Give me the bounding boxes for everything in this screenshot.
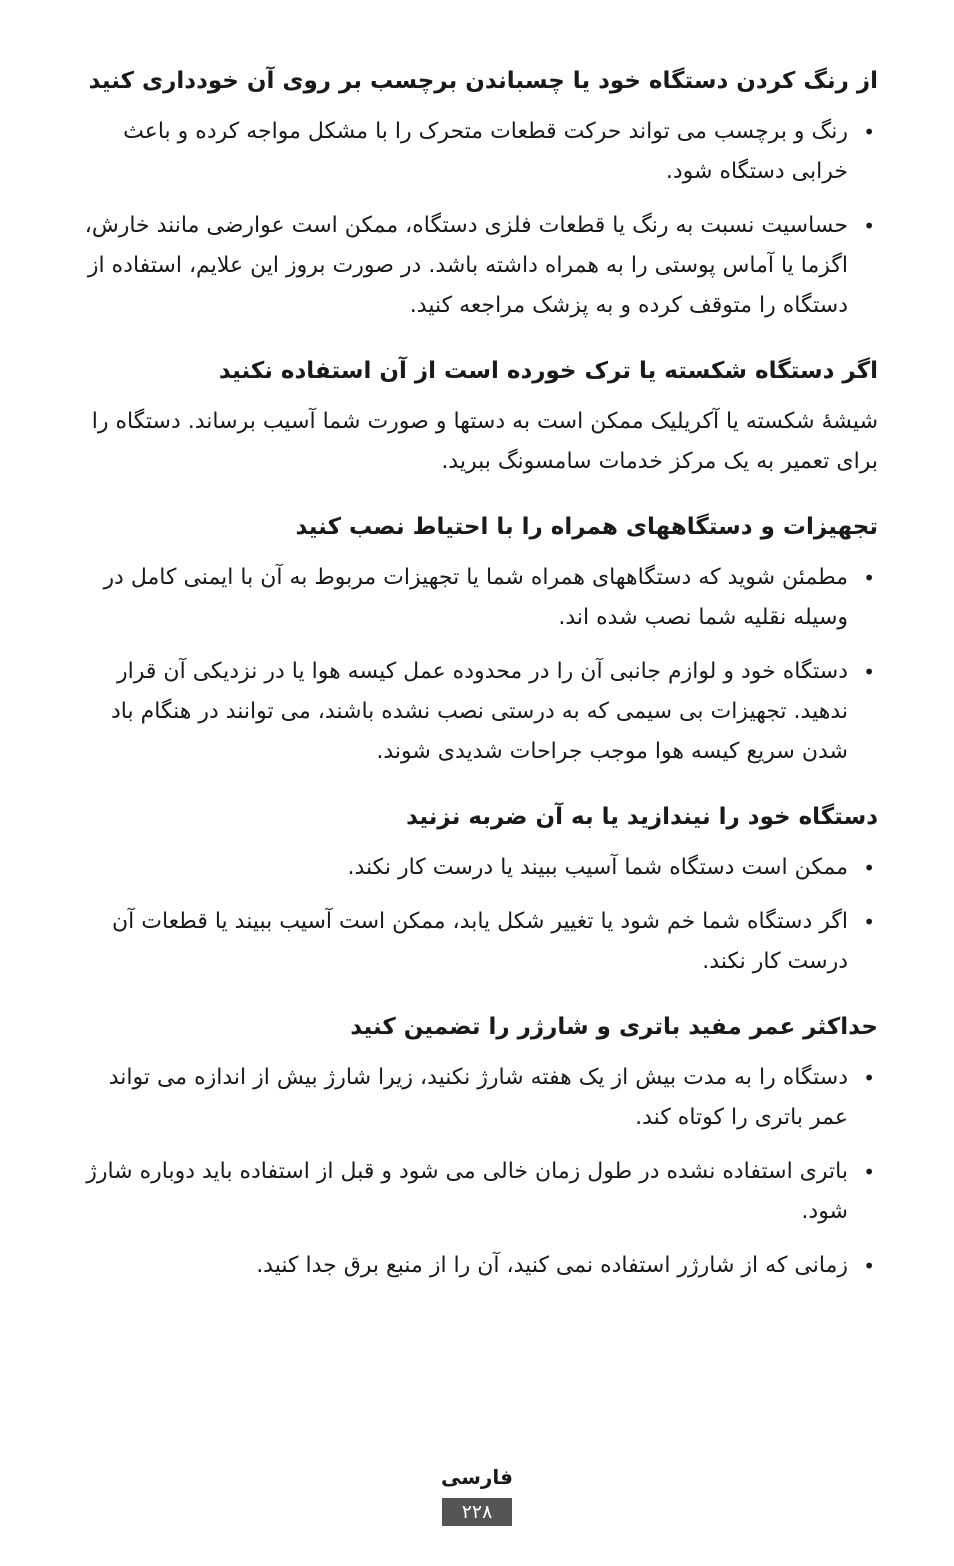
section-paint-stickers bbox=[80, 64, 878, 326]
bullet-icon: • bbox=[863, 1254, 875, 1278]
bullet-icon: • bbox=[863, 1160, 875, 1184]
bullet-list bbox=[80, 848, 878, 982]
bullet-icon: • bbox=[863, 856, 875, 880]
list-item-text: اگر دستگاه شما خم شود یا تغییر شکل یابد، ممکن است آسیب ببیند یا قطعات آن درست کار نکند. bbox=[112, 909, 848, 974]
bullet-list bbox=[80, 1058, 878, 1286]
list-item-text: دستگاه خود و لوازم جانبی آن را در محدوده عمل کیسه هوا یا در نزدیکی آن قرار ندهید. تجهیزات بی سیمی که به درستی نصب نشده باشند، می توانند در هنگام باد شدن سریع کیسه هوا موجب جراحات شدیدی شوند. bbox=[111, 659, 848, 764]
list-item bbox=[80, 652, 878, 772]
bullet-icon: • bbox=[863, 120, 875, 144]
list-item bbox=[80, 206, 878, 326]
bullet-icon: • bbox=[863, 1066, 875, 1090]
list-item bbox=[80, 1152, 878, 1232]
section-heading: از رنگ کردن دستگاه خود یا چسباندن برچسب بر روی آن خودداری کنید bbox=[88, 68, 878, 94]
footer-language: فارسی bbox=[440, 1465, 514, 1489]
section-install-carefully bbox=[80, 510, 878, 772]
list-item bbox=[80, 112, 878, 192]
page-footer bbox=[0, 1462, 954, 1526]
page-content bbox=[80, 64, 878, 1286]
list-item bbox=[80, 1246, 878, 1286]
list-item bbox=[80, 558, 878, 638]
list-item-text: زمانی که از شارژر استفاده نمی کنید، آن را از منبع برق جدا کنید. bbox=[256, 1253, 848, 1278]
list-item-text: باتری استفاده نشده در طول زمان خالی می شود و قبل از استفاده باید دوباره شارژ شود. bbox=[86, 1159, 848, 1224]
bullet-list bbox=[80, 558, 878, 772]
section-heading: دستگاه خود را نیندازید یا به آن ضربه نزنید bbox=[406, 804, 878, 830]
list-item bbox=[80, 848, 878, 888]
bullet-icon: • bbox=[863, 214, 875, 238]
list-item bbox=[80, 902, 878, 982]
page-number: ۲۲۸ bbox=[442, 1498, 512, 1526]
list-item-text: رنگ و برچسب می تواند حرکت قطعات متحرک را با مشکل مواجه کرده و باعث خرابی دستگاه شود. bbox=[123, 119, 848, 184]
section-heading: حداکثر عمر مفید باتری و شارژر را تضمین کنید bbox=[350, 1014, 878, 1040]
section-heading: تجهیزات و دستگاههای همراه را با احتیاط نصب کنید bbox=[295, 514, 878, 540]
section-paragraph: شیشهٔ شکسته یا آکریلیک ممکن است به دستها و صورت شما آسیب برساند. دستگاه را برای تعمیر به یک مرکز خدمات سامسونگ ببرید. bbox=[91, 409, 878, 474]
bullet-icon: • bbox=[863, 660, 875, 684]
section-do-not-drop bbox=[80, 800, 878, 982]
section-broken-device bbox=[80, 354, 878, 482]
list-item-text: دستگاه را به مدت بیش از یک هفته شارژ نکنید، زیرا شارژ بیش از اندازه می تواند عمر باتری را کوتاه کند. bbox=[108, 1065, 848, 1130]
list-item-text: مطمئن شوید که دستگاههای همراه شما یا تجهیزات مربوط به آن با ایمنی کامل در وسیله نقلیه شما نصب شده اند. bbox=[103, 565, 848, 630]
bullet-icon: • bbox=[863, 910, 875, 934]
section-battery-life bbox=[80, 1010, 878, 1286]
list-item-text: ممکن است دستگاه شما آسیب ببیند یا درست کار نکند. bbox=[347, 855, 848, 880]
list-item-text: حساسیت نسبت به رنگ یا قطعات فلزی دستگاه، ممکن است عوارضی مانند خارش، اگزما یا آماس پوستی را به همراه داشته باشد. در صورت بروز این علایم، استفاده از دستگاه را متوقف کرده و به پزشک مراجعه کنید. bbox=[84, 213, 848, 318]
bullet-icon: • bbox=[863, 566, 875, 590]
list-item bbox=[80, 1058, 878, 1138]
bullet-list bbox=[80, 112, 878, 326]
section-heading: اگر دستگاه شکسته یا ترک خورده است از آن استفاده نکنید bbox=[218, 358, 878, 384]
